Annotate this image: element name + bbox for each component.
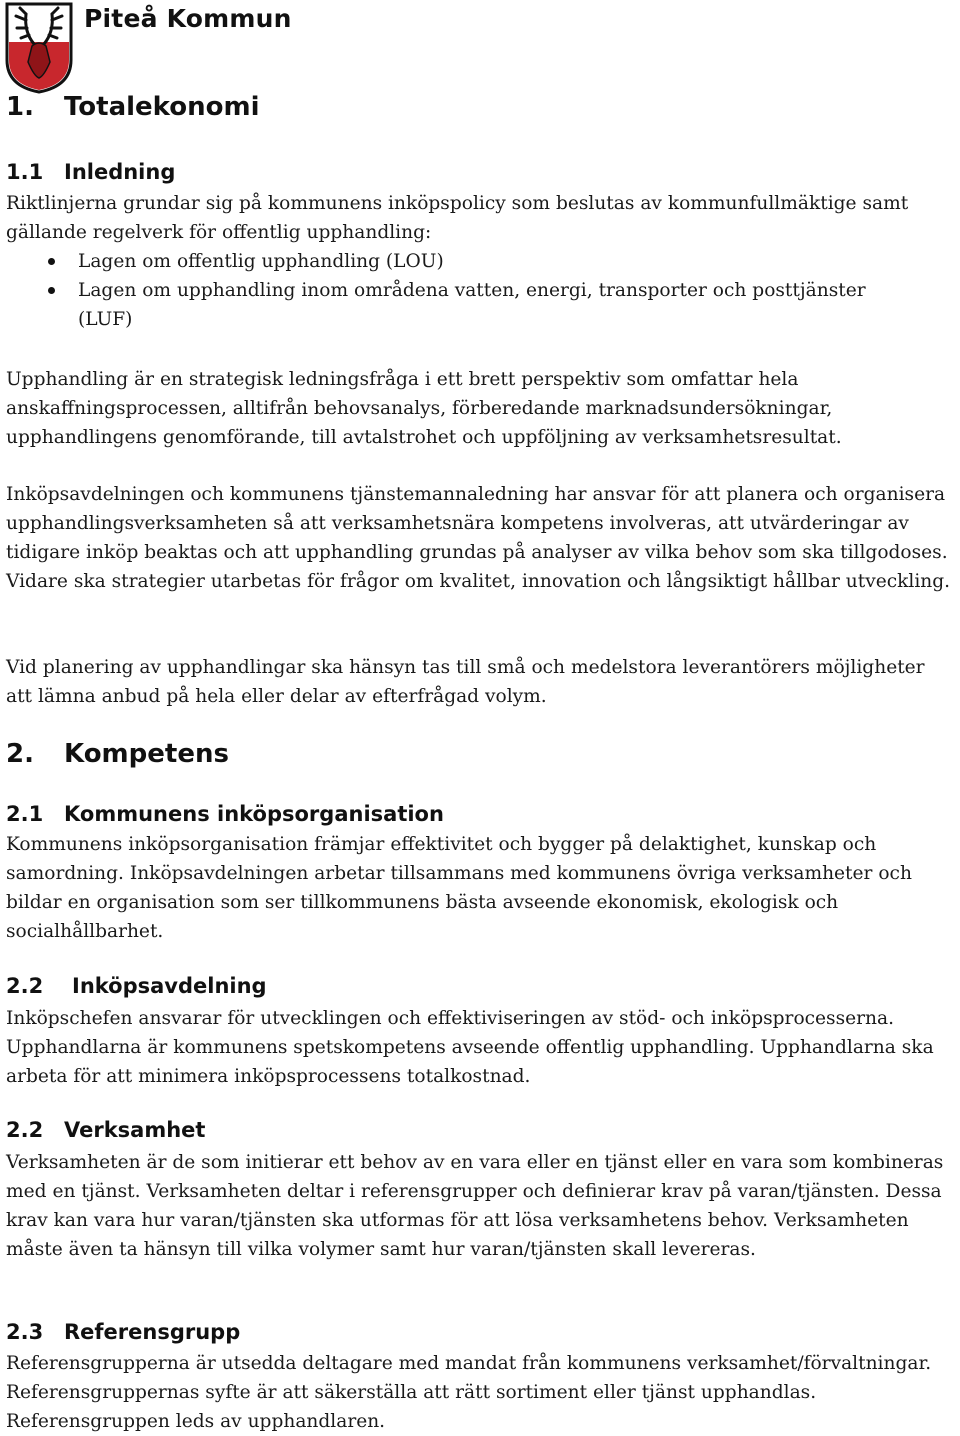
paragraph: Inköpschefen ansvarar för utvecklingen och effektiviseringen av stöd- och inköpsprocesserna. Upphandlarna är kommunens spetskompetens avseende offentlig upphandling. Upphandlarna ska arbeta för att minimera inköpsprocessens totalkostnad. [6,1008,934,1087]
paragraph: Verksamheten är de som initierar ett behov av en vara eller en tjänst eller en vara som kombineras med en tjänst. Verksamheten deltar i referensgrupper och definierar krav på varan/tjänsten. Dessa krav kan vara hur varan/tjänsten ska utformas för att lösa verksamhetens behov. Verksamheten måste även ta hänsyn till vilka volymer samt hur varan/tjänsten skall levereras. [6,1152,944,1260]
section-title: Inköpsavdelning [72,974,267,998]
list-item: Lagen om offentlig upphandling (LOU) [6,247,956,276]
section-title: Totalekonomi [64,92,260,122]
bullet-icon [48,258,55,265]
section-heading-2-2-inkopsavdelning [6,973,956,999]
section-number: 2.1 [6,802,44,826]
section-heading-2-2-verksamhet [6,1117,956,1143]
list-item: Lagen om upphandling inom områdena vatten, energi, transporter och posttjänster (LUF) [6,276,956,334]
bullet-icon [48,287,55,294]
section-title: Kommunens inköpsorganisation [64,802,444,826]
paragraph: Upphandling är en strategisk ledningsfråga i ett brett perspektiv som omfattar hela anskaffningsprocessen, alltifrån behovsanalys, förberedande marknadsundersökningar, upphandlingens genomförande, till avtalstrohet och uppföljning av verksamhetsresultat. [6,369,842,448]
paragraph: Inköpsavdelningen och kommunens tjänstemannaledning har ansvar för att planera och organisera upphandlingsverksamheten så att verksamhetsnära kompetens involveras, att utvärderingar av tidigare inköp beaktas och att upphandling grundas på analyser av vilka behov som ska tillgodoses. Vidare ska strategier utarbetas för frågor om kvalitet, innovation och långsiktigt hållbar utveckling. [6,484,951,592]
intro-paragraph: Riktlinjerna grundar sig på kommunens inköpspolicy som beslutas av kommunfullmäktige samt gällande regelverk för offentlig upphandling: [6,193,909,243]
section-number: 1.1 [6,160,44,184]
section-heading-1 [6,91,956,123]
law-list [6,247,956,334]
reindeer-coat-of-arms-icon [4,2,74,94]
paragraph: Referensgrupperna är utsedda deltagare med mandat från kommunens verksamhet/förvaltningar. Referensgruppernas syfte är att säkerställa att rätt sortiment eller tjänst upphandlas. Referensgruppen leds av upphandlaren. [6,1353,932,1432]
section-heading-2 [6,738,956,770]
section-heading-2-1 [6,801,956,827]
paragraph: Kommunens inköpsorganisation främjar effektivitet och bygger på delaktighet, kunskap och samordning. Inköpsavdelningen arbetar tillsammans med kommunens övriga verksamheter och bildar en organisation som ser tillkommunens bästa avseende ekonomisk, ekologisk och socialhållbarhet. [6,834,912,942]
section-title: Verksamhet [64,1118,206,1142]
section-title: Inledning [64,160,176,184]
section-title: Referensgrupp [64,1320,241,1344]
section-number: 1. [6,92,34,122]
section-number: 2. [6,739,34,769]
section-number: 2.2 [6,974,44,998]
org-name: Piteå Kommun [84,4,292,33]
section-heading-2-3 [6,1319,956,1345]
section-number: 2.3 [6,1320,44,1344]
section-number: 2.2 [6,1118,44,1142]
section-title: Kompetens [64,739,229,769]
paragraph: Vid planering av upphandlingar ska hänsyn tas till små och medelstora leverantörers möjligheter att lämna anbud på hela eller delar av efterfrågad volym. [6,657,925,707]
section-heading-1-1 [6,159,956,185]
